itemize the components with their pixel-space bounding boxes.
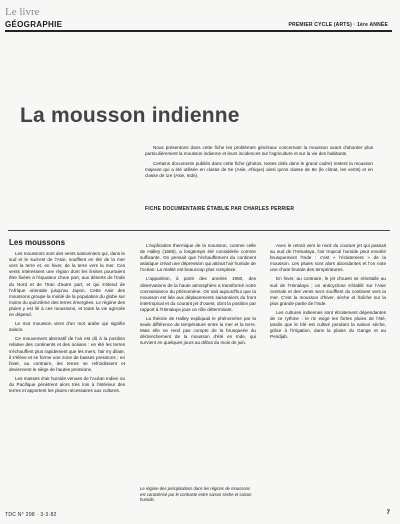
body-paragraph: Les moussons sont des vents saisonniers qui, dans le sud et le sud-est de l'Asie, soufflent en été de la mer vers la terre et, en hiver, de la terre vers la mer. Ces vents intéressent une région dont les limites pourraient être fixées à l'équateur d'une part, aux déserts de l'Inde du Nord et de l'Iran d'autre part, et qui s'étend de l'Afrique orientale jusqu'au Japon. Cette Asie des moussons groupe la moitié de la population du globe sur moins du quinzième des terres émergées. Le régime des pluies y est lié à ces moussons, et toute la vie agricole en dépend. (9, 251, 125, 318)
body-paragraph: L'apparition, à partir des années 1950, des observations de la haute atmosphère a transformé notre connaissance du phénomène. On sait aujourd'hui que la mousson est liée aux déplacements saisonniers du front intertropical et du courant jet d'ouest, dont la position par rapport à l'Himalaya joue un rôle déterminant. (140, 276, 256, 312)
body-paragraph: Les masses d'air humide venues de l'océan Indien ou du Pacifique pénètrent alors très loin à l'intérieur des terres et apportent les pluies nécessaires aux cultures. (9, 375, 125, 394)
body-paragraph: La théorie de Halley expliquait le phénomène par la seule différence de température entre la mer et la terre. Mais elle ne rend pas compte de la brusquerie du déclenchement de la mousson d'été en Inde, qui survient en quelques jours au début du mois de juin. (140, 316, 256, 346)
body-paragraph: Ce mouvement alternatif de l'air est dû à la position relative des continents et des océans : en été les terres s'échauffent plus rapidement que les mers, l'air s'y dilate, il s'élève et se forme une zone de basses pressions ; en hiver, au contraire, les terres se refroidissent et deviennent le siège de hautes pressions. (9, 336, 125, 372)
footer-reference: TDC N° 298 · 3·3·82 (5, 512, 57, 518)
body-paragraph: En hiver, au contraire, le jet d'ouest se réinstalle au sud de l'Himalaya ; un anticyclone s'établit sur l'Asie centrale et des vents secs soufflent du continent vers la mer. C'est la mousson d'hiver, sèche et fraîche sur la plus grande partie de l'Inde. (270, 276, 386, 306)
text-column-3 (270, 243, 386, 343)
article-credit: FICHE DOCUMENTAIRE ÉTABLIE PAR CHARLES PERRIER (145, 206, 295, 212)
text-column-2 (140, 243, 256, 350)
intro-paragraph: Nous présentons dans cette fiche les problèmes généraux concernant la mousson avant d'aborder plus particulièrement la mousson indienne et leurs incidences sur l'agriculture et sur la vie des habitants. (145, 145, 373, 156)
body-paragraph: L'explication thermique de la mousson, comme celle de Halley (1686), a longtemps été considérée comme suffisante. On pensait que l'échauffement du continent asiatique créait une dépression qui attirait l'air humide de l'océan. La réalité est beaucoup plus complexe. (140, 243, 256, 273)
body-paragraph: Avec le retrait vers le nord du courant jet qui passait au sud de l'Himalaya, l'air tropical humide peut envahir brusquement l'Inde : c'est « l'éclatement » de la mousson. Les pluies sont alors abondantes et l'on note une chute brutale des températures. (270, 243, 386, 273)
body-paragraph: Les cultures indiennes sont étroitement dépendantes de ce rythme : le riz exige les fortes pluies de l'été, tandis que le blé est cultivé pendant la saison sèche, grâce à l'irrigation, dans la plaine du Gange et au Pendjab. (270, 309, 386, 340)
header-rule (5, 30, 392, 32)
article-title: La mousson indienne (20, 104, 240, 127)
masthead: Le livre (5, 6, 40, 18)
body-paragraph: Le mot mousson vient d'un mot arabe qui signifie saison. (9, 321, 125, 333)
figure-footnote: Le régime des précipitations dans les régions de moussons est caractérisé par le contraste entre saison sèche et saison humide. (140, 486, 252, 502)
level-tag: PREMIER CYCLE (ARTS) · 1ère ANNÉE (288, 22, 388, 28)
section-rubric: GÉOGRAPHIE (5, 20, 63, 29)
text-column-1 (9, 240, 125, 397)
page-number: 7 (386, 510, 390, 516)
article-intro (145, 145, 373, 183)
section-heading: Les moussons (9, 238, 66, 247)
intro-paragraph: Certains documents publiés dans cette fiche (photos, textes cités dans le grand cadre) restent la mousson majeure qui a été utilisée en classe de 5e (Asie, Afrique) ainsi qu'en classe de 6e (le climat, les vents) et en classe de 1re (Asie, Inde). (145, 161, 373, 178)
section-rule (8, 230, 390, 231)
